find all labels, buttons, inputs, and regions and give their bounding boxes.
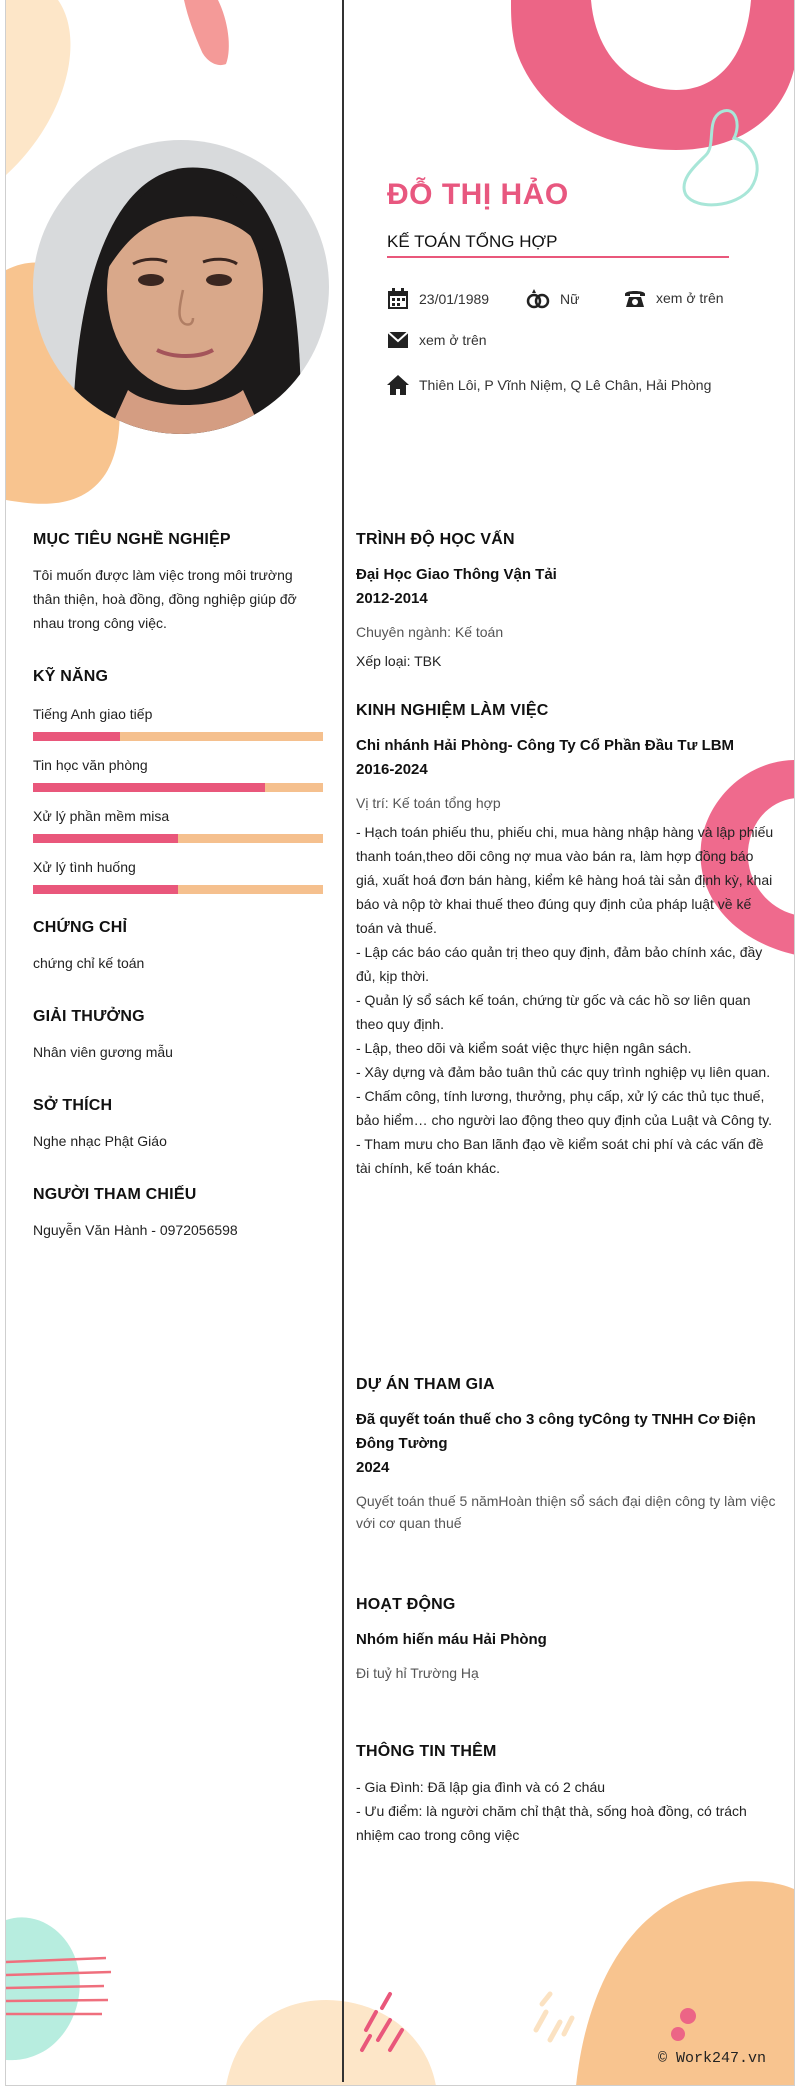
objective-text: Tôi muốn được làm việc trong môi trường thân thiện, hoà đồng, đồng nghiệp giúp đỡ nhau trong công việc.: [33, 567, 297, 631]
skill-bar-fill: [33, 834, 178, 843]
phone-row: [624, 288, 724, 308]
person-photo: [33, 140, 329, 434]
education-major: Chuyên ngành: Kế toán: [356, 624, 504, 640]
experience-duty: - Xây dựng và đảm bảo tuân thủ các quy trình nghiệp vụ liên quan.: [356, 1064, 771, 1080]
home-icon: [387, 375, 409, 395]
skill-item: [33, 757, 323, 792]
experience-title: KINH NGHIỆM LÀM VIỆC: [356, 702, 549, 719]
skill-label: Tiếng Anh giao tiếp: [33, 706, 153, 722]
education-title: TRÌNH ĐỘ HỌC VẤN: [356, 531, 515, 548]
references-section: [33, 1186, 323, 1242]
skills-section: [33, 668, 323, 894]
hobbies-title: SỞ THÍCH: [33, 1097, 113, 1114]
position-underline: [387, 256, 729, 258]
experience-role: Vị trí: Kế toán tổng hợp: [356, 795, 501, 811]
project-desc: Quyết toán thuế 5 nămHoàn thiện sổ sách đại diện công ty làm việc với cơ quan thuế: [356, 1493, 776, 1531]
birthdate-value: 23/01/1989: [419, 291, 490, 307]
decor-peach-bottom-center: [226, 2000, 436, 2086]
additional-section: [356, 1743, 776, 1847]
skills-title: KỸ NĂNG: [33, 668, 109, 685]
activities-section: [356, 1596, 776, 1684]
experience-duty: - Lập các báo cáo quản trị theo quy định, đảm bảo chính xác, đầy đủ, kịp thời.: [356, 944, 763, 984]
projects-title: DỰ ÁN THAM GIA: [356, 1376, 495, 1393]
skill-bar-fill: [33, 885, 178, 894]
gender-value: Nữ: [560, 291, 580, 307]
experience-duty: - Lập, theo dõi và kiểm soát việc thực hiện ngân sách.: [356, 1040, 692, 1056]
awards-text: Nhân viên gương mẫu: [33, 1044, 173, 1060]
skill-bar: [33, 783, 323, 792]
awards-title: GIẢI THƯỞNG: [33, 1008, 145, 1025]
education-school: Đại Học Giao Thông Vận Tải: [356, 566, 557, 583]
objective-title: MỤC TIÊU NGHỀ NGHIỆP: [33, 531, 231, 548]
skill-bar: [33, 885, 323, 894]
additional-title: THÔNG TIN THÊM: [356, 1743, 497, 1760]
email-row: [387, 331, 487, 349]
awards-section: [33, 1008, 323, 1064]
objective-section: [33, 531, 323, 635]
activities-title: HOẠT ĐỘNG: [356, 1596, 456, 1613]
birthdate-row: [387, 288, 489, 310]
decor-pink-ring: [511, 0, 795, 150]
certificates-section: [33, 919, 323, 975]
decor-pink-dot: [680, 2008, 696, 2024]
phone-value: xem ở trên: [656, 290, 724, 306]
address-value: Thiên Lôi, P Vĩnh Niệm, Q Lê Chân, Hải Phòng: [419, 377, 712, 393]
skill-bar: [33, 834, 323, 843]
activity-name: Nhóm hiến máu Hải Phòng: [356, 1631, 547, 1648]
calendar-icon: [387, 288, 409, 310]
experience-section: [356, 702, 776, 1180]
references-text: Nguyễn Văn Hành - 0972056598: [33, 1222, 238, 1238]
project-name: Đã quyết toán thuế cho 3 công tyCông ty TNHH Cơ Điện Đông Tường: [356, 1411, 756, 1452]
skill-label: Xử lý phần mềm misa: [33, 808, 170, 824]
rings-icon: [526, 288, 550, 310]
skill-item: [33, 706, 323, 741]
experience-company: Chi nhánh Hải Phòng- Công Ty Cổ Phần Đầu Tư LBM: [356, 737, 735, 754]
experience-years: 2016-2024: [356, 761, 428, 778]
phone-icon: [624, 288, 646, 308]
education-grade: Xếp loại: TBK: [356, 653, 442, 669]
hobbies-text: Nghe nhạc Phật Giáo: [33, 1133, 167, 1149]
additional-line: - Ưu điểm: là người chăm chỉ thật thà, sống hoà đồng, có trách nhiệm cao trong công việc: [356, 1803, 747, 1843]
footer-brand: © Work247.vn: [657, 2050, 766, 2067]
experience-duty: - Hạch toán phiếu thu, phiếu chi, mua hàng nhập hàng và lập phiếu thanh toán,theo dõi công nợ mua vào bán ra, làm hợp đồng báo giá, xuất hoá đơn bán hàng, kiểm kê hàng hoá tài sản định kỳ, khai báo và nộp tờ khai thuế theo đúng quy định của pháp luật về kế toán và thuế.: [356, 824, 774, 936]
skill-bar: [33, 732, 323, 741]
education-section: [356, 531, 776, 673]
education-years: 2012-2014: [356, 590, 428, 607]
cv-page: [5, 0, 795, 2086]
additional-line: - Gia Đình: Đã lập gia đình và có 2 cháu: [356, 1779, 606, 1795]
decor-peach-top-left: [6, 0, 70, 175]
column-divider: [342, 0, 344, 2082]
project-year: 2024: [356, 1459, 390, 1476]
skill-label: Xử lý tình huống: [33, 859, 136, 875]
envelope-icon: [387, 331, 409, 349]
person-name: ĐỖ THỊ HẢO: [387, 178, 569, 211]
experience-duty: - Quản lý sổ sách kế toán, chứng từ gốc và các hồ sơ liên quan theo quy định.: [356, 992, 751, 1032]
hobbies-section: [33, 1097, 323, 1153]
references-title: NGƯỜI THAM CHIẾU: [33, 1186, 197, 1203]
experience-duty: - Chấm công, tính lương, thưởng, phụ cấp, xử lý các thủ tục thuế, bảo hiểm… cho người lao động theo quy định của Luật và Công ty.: [356, 1088, 773, 1128]
certificates-title: CHỨNG CHỈ: [33, 919, 128, 936]
decor-pink-stroke: [184, 0, 229, 65]
decor-pale-dashes: [536, 1994, 572, 2040]
experience-duty: - Tham mưu cho Ban lãnh đạo về kiểm soát chi phí và các vấn đề tài chính, kế toán khác.: [356, 1136, 764, 1176]
job-position: KẾ TOÁN TỔNG HỢP: [387, 232, 558, 251]
skill-label: Tin học văn phòng: [33, 757, 148, 773]
email-value: xem ở trên: [419, 332, 487, 348]
certificates-text: chứng chỉ kế toán: [33, 955, 145, 971]
skill-bar-fill: [33, 783, 265, 792]
activity-desc: Đi tuỷ hỉ Trường Hạ: [356, 1665, 479, 1681]
gender-row: [526, 288, 579, 310]
decor-pink-dot: [671, 2027, 685, 2041]
skill-item: [33, 859, 323, 894]
skill-bar-fill: [33, 732, 120, 741]
skill-item: [33, 808, 323, 843]
address-row: [387, 375, 711, 395]
projects-section: [356, 1376, 776, 1534]
